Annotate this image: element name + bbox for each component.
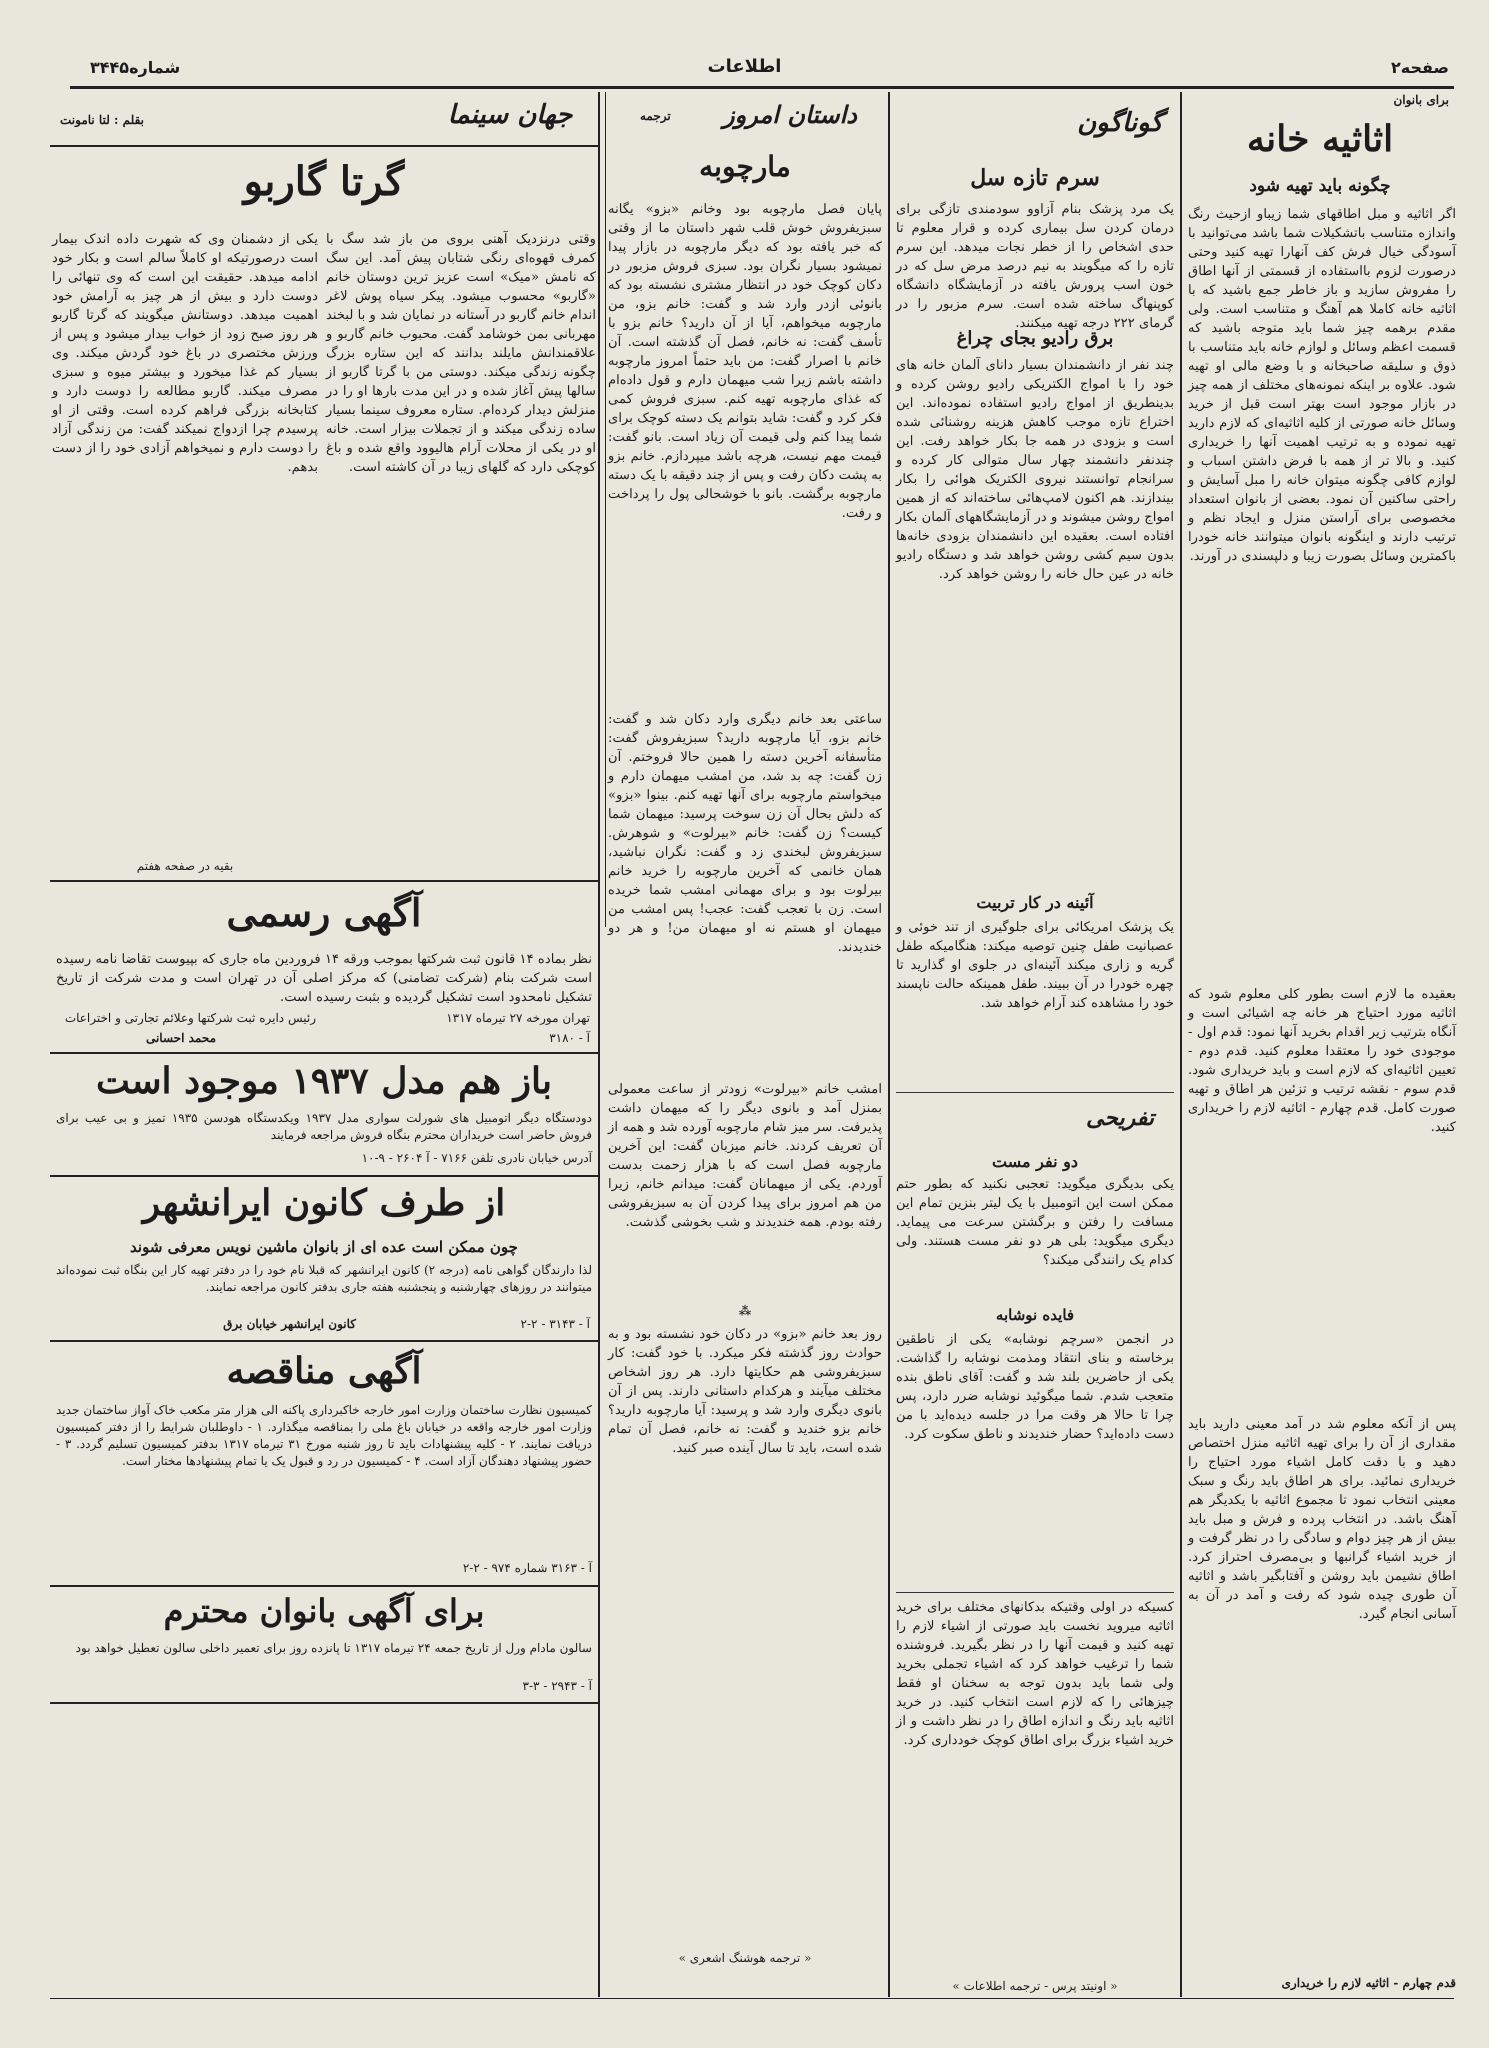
ad3-body: لذا دارندگان گواهی نامه (درجه ۲) کانون ایرانشهر که قبلا نام خود را در دفتر تهیه کار این بنگاه ثبت نموده‌اند میتوانند در روزهای چهارشنبه و پنجشنبه هفته جاری بدفتر کانون مراجعه نمایند. [56, 1263, 592, 1294]
col1-body: اگر اثاثیه و مبل اطاقهای شما زیباو ازحیث رنگ واندازه متناسب باتشکیلات شما باشد می‌توانید با آسودگی خیال فرش کف آنهارا تهیه کنید وحتی درصورت لزوم بااستفاده از قسمتی از آنها اطاق را مفروش سازید و باز خاطر جمع باشید که با اثاثیه خانه کاملا هم آهنگ و متناسب است. ولی مقدم برهمه چیز شما باید متوجه باشید که قسمت اعظم وسائل و لوازم خانه باید متناسب با ذوق و سلیقه صاحبخانه و با وضع مالی او تهیه شود. علاوه بر اینکه نمونه‌های مختلف از همه چیز در بازار موجود است بهتر است قبل از خرید وسائل خانه صورتی از کلیه اثاثیه‌ای که لازم دارید تهیه نموده و به ترتیب اهمیت آنها را خریداری کنید. و بالا تر از همه با فرض داشتن اسباب و لوازم کافی چگونه میتوان خانه را مبل آسایش و راحتی ساکنین آن نمود. بعضی از بانوان استعداد مخصوصی برای آراستن منزل و ایجاد نظم و ترتیب دارند و اینگونه بانوان میتوانند خانه خودرا باکمترین وسائل بصورت زیبا و دلپسندی در آورند. [1188, 207, 1456, 564]
masthead-rule [70, 86, 1454, 89]
col3-body-4: روز بعد خانم «بزو» در دکان خود نشسته بود و به حوادث روز گذشته فکر میکرد. با خود گفت: کار سبزیفروشی هم حکایتها دارد. هر روز اشخاص مختلف میآیند و هرکدام داستانی دارند. پس از آن بانوی دیگری وارد شد و پرسید: آیا مارچوبه دارید؟ خانم بزو خندید و گفت: نه خانم، فصل آن تمام شده است، باید تا سال آینده صبر کنید. [608, 1327, 882, 1456]
col2-title-2: برق رادیو بجای چراغ [956, 328, 1114, 349]
col2-title-1: سرم تازه سل [970, 165, 1100, 191]
ad5-rule [50, 1702, 598, 1704]
ad3-rule [50, 1340, 598, 1342]
ad2-rule [50, 1175, 598, 1177]
col4-section: جهان سینما [447, 100, 573, 130]
col2-section: گوناگون [1077, 108, 1163, 138]
ad5-code: آ - ۲۹۴۳ - ۳-۳ [522, 1679, 592, 1693]
col2-body-6: کسیکه در اولی وقتیکه بدکانهای مختلف برای خرید اثاثیه میروید نخست باید صورتی از اشیاء لازم را تهیه کنید و قیمت آنها را در نظر بگیرید. فروشنده شما را ترغیب خواهد کرد که اشیاء تجملی بخرید ولی شما باید بدون توجه به سخنان او فقط چیزهائی را که لازم است انتخاب کنید. در خرید اثاثیه باید رنگ و اندازه اطاق را در نظر داشت و از خرید اشیاء بزرگ برای اطاق کوچک خودداری کرد. [896, 1600, 1174, 1748]
col1-footer-line: قدم چهارم - اثاثیه لازم را خریداری [1281, 1976, 1456, 1990]
column-rule-1 [1180, 92, 1182, 1997]
col4-footer: بقیه در صفحه هفتم [136, 859, 234, 873]
col2-separator [896, 1092, 1174, 1093]
col3-section: داستان امروز [723, 100, 857, 129]
ad5-title: برای آگهی بانوان محترم [163, 1592, 485, 1630]
col3-title: مارچوبه [699, 150, 791, 183]
col2-body-4: یکی بدیگری میگوید: تعجبی نکنید که بطور حتم ممکن است این اتومبیل با یک لیتر بنزین تمام این مسافت را رفتن و برگشتن سرعت می پیماید. دیگری میگوید: بلی هر دو نفر مست هستند. ولی کدام یک رانندگی میکند؟ [896, 1177, 1174, 1268]
col4-bottom-rule [50, 880, 598, 882]
col1-kicker: برای بانوان [1393, 93, 1449, 107]
ad1-name: محمد احسانی [145, 1031, 216, 1045]
col4-body-2: یکی از دشمنان وی که شهرت داده اندک بیمار است درصورتیکه او کاملاً سالم است و بکار خود ادامه میدهد. حقیقت این است که وی تنهائی را دوست دارد و بیش از هر چیز به آرامش خود اهمیت میدهد. دوستانش میگویند که گرتا گاربو هر روز صبح زود از خواب بیدار میشود و پس از ورزش مختصری در باغ خود گردش میکند. وی بسیار کم غذا میخورد و بیشتر میوه و سبزی مصرف میکند. گاربو مطالعه را دوست دارد و کتابخانه بزرگی فراهم کرده است. وقتی از او پرسیدم چرا ازدواج نمیکند گفت: من زندگی آزاد را دوست دارم و نمیخواهم آزادی خود را از دست بدهم. [52, 232, 318, 475]
col3-body-3: امشب خانم «بیرلوت» زودتر از ساعت معمولی بمنزل آمد و بانوی دیگر را که میهمان داشت پذیرفت. سر میز شام مارچوبه آورده شد و همه از آن تعریف کردند. خانم میزبان گفت: این آخرین مارچوبه فصل است که با هزار زحمت بدست آوردم. یکی از میهمانان گفت: میدانم خانم، زیرا من هم امروز برای پیدا کردن آن به سبزیفروشی رفته بودم. همه خندیدند و شب بخوشی گذشت. [608, 1082, 882, 1230]
ad1-title: آگهی رسمی [226, 890, 422, 935]
col2-separator-2 [896, 1592, 1174, 1593]
ad4-code: آ - ۳۱۶۳ شماره ۹۷۴ - ۲-۲ [462, 1561, 592, 1575]
ad2-title: باز هم مدل ۱۹۳۷ موجود است [96, 1060, 552, 1102]
ad1-code: آ - ۳۱۸۰ [549, 1031, 590, 1045]
ad5-body: سالون مادام ورل از تاریخ جمعه ۲۴ تیرماه ۱۳۱۷ تا پانزده روز برای تعمیر داخلی سالون تعطیل خواهد بود [75, 1641, 592, 1655]
col3-body: پایان فصل مارچوبه بود وخانم «بزو» یگانه سبزیفروش خوش قلب شهر داستان ما از وقتی که خبر یافته بود که دیگر مارچوبه در بازار پیدا نمیشود بسیار نگران بود. سبزی فروش مزبور در دکان کوچک خود در انتظار مشتری نشسته بود که بانوئی ازدر وارد شد و گفت: خانم بزو، من مارچوبه میخواهم، آیا از آن دارید؟ خانم بزو با تأسف گفت: نه خانم، فصل آن گذشته است. آن خانم با اصرار گفت: من باید حتماً امروز مارچوبه داشته باشم زیرا شب میهمان دارم و قول داده‌ام که غذای مارچوبه تهیه کنم. سبزی فروش کمی فکر کرد و گفت: شاید بتوانم یک دسته کوچک برای شما پیدا کنم ولی قیمت آن زیاد است. بانو گفت: قیمت مهم نیست، هرچه باشد میپردازم. خانم بزو به پشت دکان رفت و پس از چند دقیقه با یک دسته مارچوبه برگشت. بانو با خوشحالی پول را پرداخت و رفت. [608, 202, 882, 521]
ad1-sign: رئیس دایره ثبت شرکتها وعلائم تجارتی و اختراعات [64, 1011, 316, 1025]
col2-section-2: تفریحی [1085, 1105, 1155, 1131]
page-label: صفحه۲ [1391, 58, 1449, 77]
col3-section-sub: ترجمه [640, 109, 671, 123]
column-rule-3 [598, 92, 600, 1997]
col2-footer: « اونیتد پرس - ترجمه اطلاعات » [952, 1979, 1118, 1993]
ad4-rule [50, 1585, 598, 1587]
col3-body-2: ساعتی بعد خانم دیگری وارد دکان شد و گفت: خانم بزو، آیا مارچوبه دارید؟ سبزیفروش گفت: متأسفانه آخرین دسته را همین حالا فروختم. آن زن گفت: چه بد شد، من امشب میهمان دارم و میخواستم مارچوبه برای آنها تهیه کنم. بینوا «بزو» که دلش بحال آن زن سوخت پرسید: میهمان شما کیست؟ زن گفت: خانم «بیرلوت» و شوهرش. سبزیفروش لبخندی زد و گفت: نگران نباشید، همان خانمی که آخرین مارچوبه را خرید خانم بیرلوت بود و برای مهمانی امشب شما خریده است. زن با تعجب گفت: عجب! پس امشب من میهمان او هستم نه او میهمان من! و هر دو خندیدند. [608, 712, 882, 955]
col2-body-1: یک مرد پزشک بنام آزاوو سودمندی تازگی برای درمان کردن سل بیماری کرده و قرار معلوم تا حدی اشخاص را از خطر نجات میدهد. این سرم تازه را که میگویند به نیم درصد مرض سل که در خون اسب پرورش یافته در آزمایشگاه دانشگاه کوپنهاگ ساخته شده است. سرم مزبور را در گرمای ۲۲۲ درجه تهیه میکنند. [896, 202, 1174, 331]
col3-footer: « ترجمه هوشنگ اشعری » [678, 1951, 812, 1965]
col1-subtitle: چگونه باید تهیه شود [1249, 176, 1391, 196]
ad3-sign: کانون ایرانشهر خیابان برق [223, 1317, 356, 1331]
col1-body-3: پس از آنکه معلوم شد در آمد معینی دارید باید مقداری از آن را برای تهیه اثاثیه منزل اختصاص دهید و با دقت کامل اشیاء مورد احتیاج را خریداری نمائید. برای هر اطاق باید رنگ و سبک معینی انتخاب نمود تا مجموع اثاثیه با یکدیگر هم آهنگ باشد. در انتخاب پرده و فرش و مبل باید بیش از هر چیز دوام و سادگی را در نظر گرفت و از خرید اشیاء گرانبها و بی‌مصرف احتراز کرد. اطاق نشیمن باید روشن و آفتابگیر باشد و اثاثیه آن طوری چیده شود که رفت و آمد در آن به آسانی انجام گیرد. [1188, 1417, 1456, 1622]
paper-name: اطلاعات [707, 56, 782, 77]
column-rule-2 [888, 92, 890, 1997]
col3-divider-mark: ⁂ [738, 1304, 752, 1318]
ad2-body: دودستگاه دیگر اتومبیل های شورلت سواری مدل ۱۹۳۷ ویکدستگاه هودسن ۱۹۳۵ تمیز و بی عیب برای فروش حاضر است خریداران محترم بنگاه فروش مراجعه فرمایند [56, 1111, 593, 1142]
col1-title: اثاثیه خانه [1246, 118, 1394, 160]
col2-title-5: فایده نوشابه [995, 1306, 1075, 1324]
ad1-rule [50, 1052, 598, 1054]
col4-header-rule [50, 145, 598, 147]
ad3-title: از طرف کانون ایرانشهر [142, 1182, 506, 1224]
col2-title-3: آئینه در کار تربیت [976, 893, 1094, 912]
ad3-subtitle: چون ممکن است عده ای از بانوان ماشین نویس معرفی شوند [130, 1238, 518, 1256]
col2-title-4: دو نفر مست [992, 1152, 1078, 1171]
ad4-title: آگهی مناقصه [226, 1350, 422, 1392]
column-rule-4 [605, 92, 606, 927]
page-bottom-rule [50, 1998, 1454, 1999]
col2-body-2: چند نفر از دانشمندان بسیار دانای آلمان خانه های خود را با امواج الکتریکی رادیو روشن کرده و بدینطریق از امواج رادیو استفاده نموده‌اند. این اختراع تازه موجب کاهش هزینه روشنائی شده است و بزودی در همه جا بکار خواهد رفت. این چندنفر دانشمند چهار سال متوالی کار کرده و سرانجام توانستند نیروی الکتریک هوائی را بکار بیندازند. هم اکنون لامپ‌هائی ساخته‌اند که از همین امواج روشن میشوند و در آزمایشگاههای آلمان بکار افتاده است. بعقیده این دانشمندان بزودی خانه‌ها بدون سیم کشی روشن خواهد شد و دستگاه رادیو خانه در عین حال خانه را روشن خواهد کرد. [896, 358, 1174, 582]
col4-byline: بقلم : لتا نامونت [60, 113, 145, 127]
col2-body-3: یک پزشک امریکائی برای جلوگیری از تند خوئی و عصبانیت طفل چنین توصیه میکند: هنگامیکه طفل گریه و زاری میکند آئینه‌ای در جلوی او گذارید تا چهره خودرا در آن ببیند. طفل همینکه حالت ناپسند خود را مشاهده کند آرام خواهد شد. [896, 920, 1174, 1011]
ad3-code: آ - ۳۱۴۳ - ۲-۲ [520, 1317, 590, 1331]
col1-body-2: بعقیده ما لازم است بطور کلی معلوم شود که اثاثیه مورد احتیاج هر خانه چه اشیائی است و آنگاه بترتیب زیر اقدام بخرید آنها نمود: قدم اول - موجودی خود را معتقدا معلوم کنید. قدم دوم - تعیین اثاثیه‌ای که لازم است و باید خریداری شود. قدم سوم - نقشه ترتیب و تزئین هر اطاق و تهیه صورت کامل. قدم چهارم - اثاثیه لازم را خریداری کنید. [1188, 987, 1456, 1135]
col4-body: وقتی درنزدیک آهنی بروی من باز شد سگ با کمرف قهوه‌ای رنگی شتابان پیش آمد. این سگ که نامش «میک» است عزیز ترین دوستان خانم «گاربو» محسوب میشود. پیکر سیاه پوش لاغر اندام خانم گاربو در آستانه در نمایان شد و با لبخند مهربانی بمن خوشامد گفت. محبوب خانم گاربو و علاقمندانش مایلند بدانند که این ستاره بزرگ چگونه زندگی میکند. دوستی من با گرتا گاربو از سالها پیش آغاز شده و در این مدت بارها او را در منزلش دیدار کرده‌ام. ستاره معروف سینما بسیار ساده زندگی میکند و از تجملات بیزار است. خانه او در یکی از محلات آرام هالیوود واقع شده و باغ کوچکی دارد که گلهای زیبا در آن کاشته است. [326, 232, 596, 475]
col4-title: گرتا گاربو [243, 158, 405, 205]
issue-number: شماره۳۴۴۵ [90, 58, 181, 77]
ad4-body: کمیسیون نظارت ساختمان وزارت امور خارجه خاکبرداری پاکنه الی هزار متر مکعب خاک آواز ساختمان جدید وزارت امور خارجه واقعه در خیابان باغ ملی را بمناقصه میگذارد. ۱ - داوطلبان شرایط را از دفتر کمیسیون دریافت نمایند. ۲ - کلیه پیشنهادات باید تا روز شنبه مورخ ۳۱ تیرماه ۱۳۱۷ بدفتر کمیسیون تسلیم گردد. ۳ - حضور پیشنهاد دهندگان آزاد است. ۴ - کمیسیون در رد و قبول یک یا تمام پیشنهادها مختار است. [56, 1403, 592, 1468]
ad1-body: نظر بماده ۱۴ قانون ثبت شرکتها بموجب ورقه ۱۴ فروردین ماه جاری که بپیوست تقاضا نامه رسیده است شرکت بنام (شرکت تضامنی) که مرکز اصلی آن در تهران است و مدت شرکت از تاریخ تشکیل نامحدود است تشکیل گردیده و بثبت رسیده است. [56, 952, 593, 1005]
ad1-date: تهران مورخه ۲۷ تیرماه ۱۳۱۷ [446, 1011, 590, 1025]
ad2-contact: آدرس خیابان نادری تلفن ۷۱۶۶ - آ ۲۶۰۴ - ۹-۱۰ [361, 1151, 592, 1165]
col2-body-5: در انجمن «سرچم نوشابه» یکی از ناطقین برخاسته و بنای انتقاد ومذمت نوشابه را گذاشت. یکی از حاضرین بلند شد و گفت: آقای ناطق بنده متعجب شدم. شما میگوئید نوشابه ضرر دارد، پس چرا تا حالا هر وقت مرا در جلسه دیده‌اید با من دست داده‌اید؟ حضار خندیدند و ناطق سکوت کرد. [896, 1332, 1174, 1442]
